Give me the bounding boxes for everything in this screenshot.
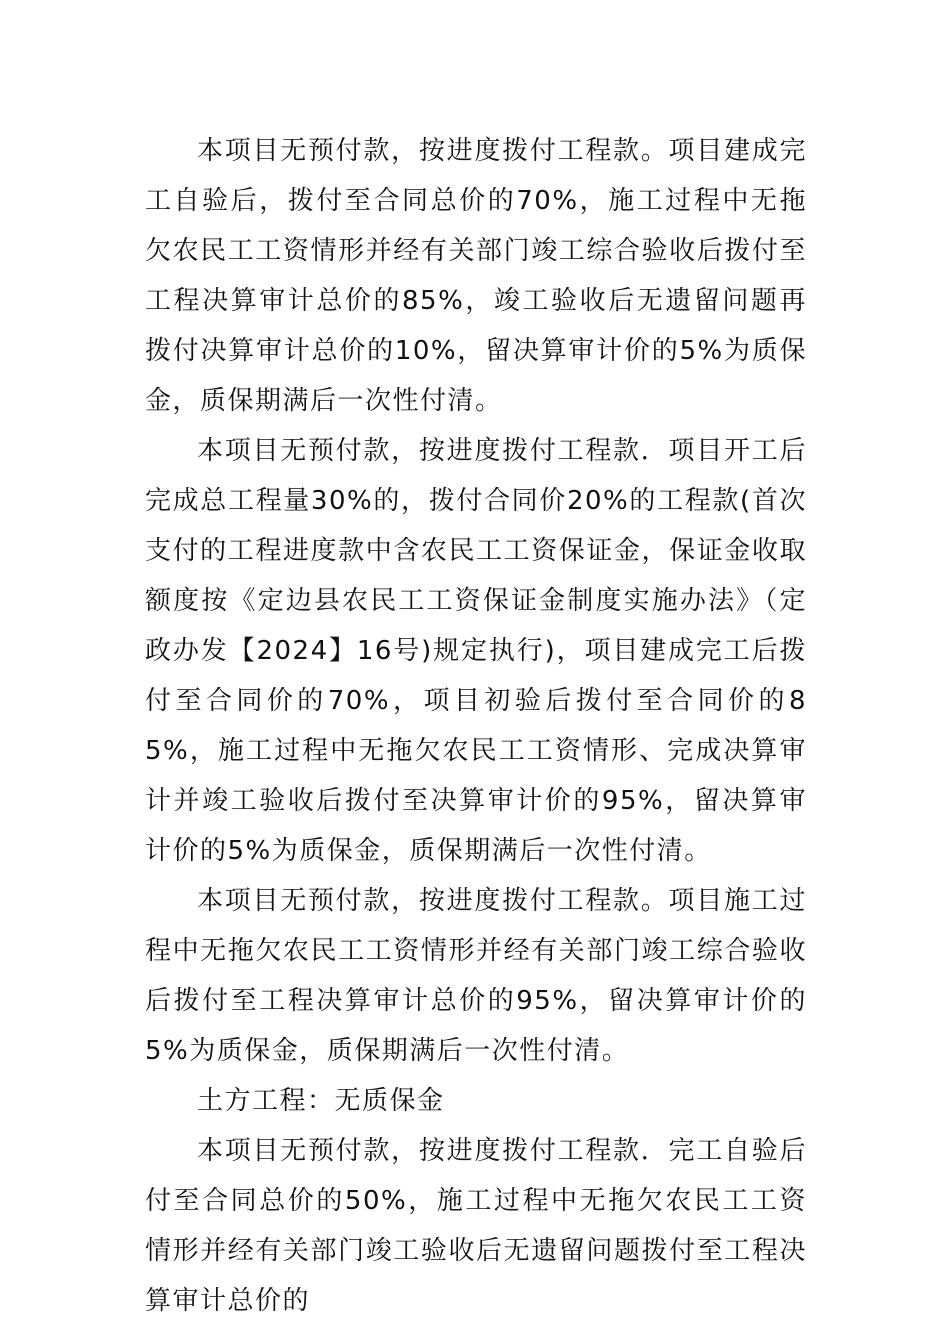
section-heading-earthwork: 土方工程：无质保金 [197,1086,445,1116]
paragraph-payment-terms-1: 本项目无预付款，按进度拨付工程款。项目建成完工自验后，拨付至合同总价的70%，施工过程中无拖欠农民工工资情形并经有关部门竣工综合验收后拨付至工程决算审计总价的85%，竣工验收后无遗留问题再拨付决算审计总价的10%，留决算审计价的5%为质保金，质保期满后一次性付清。 [145,136,807,416]
document-page [145,126,807,1326]
paragraph-payment-terms-3: 本项目无预付款，按进度拨付工程款。项目施工过程中无拖欠农民工工资情形并经有关部门竣工综合验收后拨付至工程决算审计总价的95%，留决算审计价的5%为质保金，质保期满后一次性付清。 [145,886,807,1066]
paragraph-payment-terms-2: 本项目无预付款，按进度拨付工程款．项目开工后完成总工程量30%的，拨付合同价20%的工程款(首次支付的工程进度款中含农民工工资保证金，保证金收取额度按《定边县农民工工资保证金制度实施办法》（定政办发【2024】16号)规定执行)，项目建成完工后拨付至合同价的70%，项目初验后拨付至合同价的85%，施工过程中无拖欠农民工工资情形、完成决算审计并竣工验收后拨付至决算审计价的95%，留决算审计价的5%为质保金，质保期满后一次性付清。 [145,436,807,866]
paragraph-payment-terms-4: 本项目无预付款，按进度拨付工程款．完工自验后付至合同总价的50%，施工过程中无拖欠农民工工资情形并经有关部门竣工验收后无遗留问题拨付至工程决算审计总价的 [145,1136,807,1316]
